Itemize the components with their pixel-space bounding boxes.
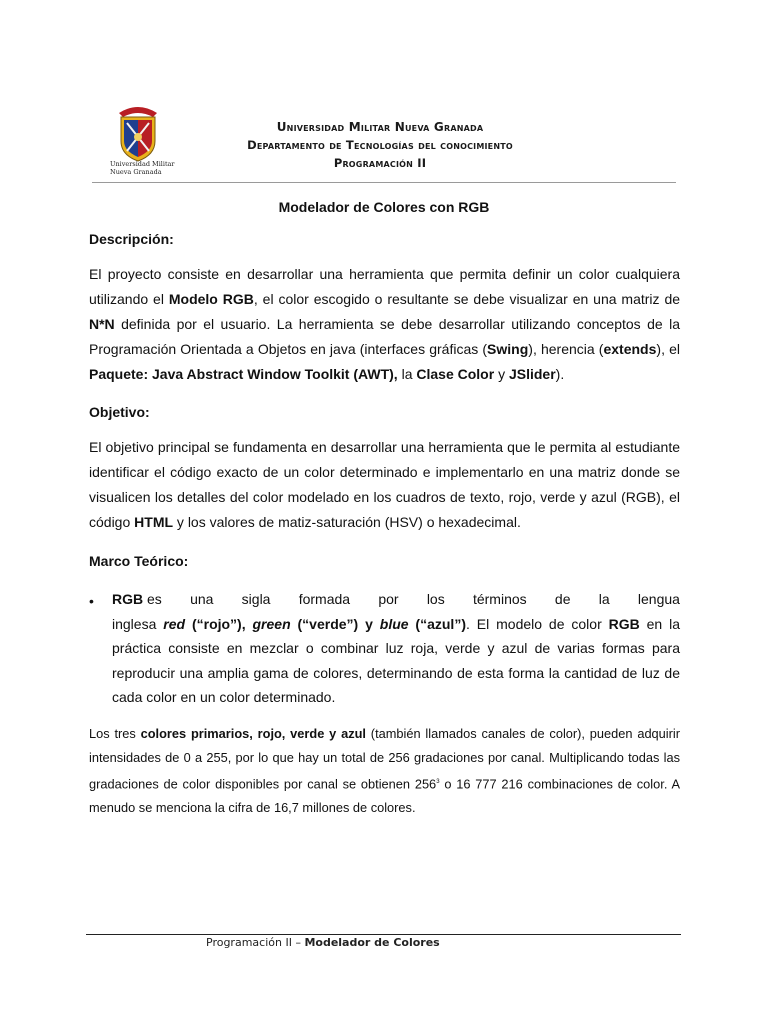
heading-marco-teorico: Marco Teórico:	[89, 553, 189, 569]
heading-descripcion: Descripción:	[89, 231, 174, 247]
header-university: Universidad Militar Nueva Granada	[276, 120, 484, 134]
heading-objetivo: Objetivo:	[89, 404, 150, 420]
logo-caption-line-1: Universidad Militar	[110, 160, 175, 168]
header-department: Departamento de Tecnologías del conocimiento	[247, 138, 513, 152]
paragraph-descripcion: El proyecto consiste en desarrollar una herramienta que permita definir un color cualquiera utilizando el Modelo RGB, el color escogido o resultante se debe visualizar en una matriz de N*N definida por el usuario. La herramienta se debe desarrollar utilizando conceptos de la Programación Orientada a Objetos en java (interfaces gráficas (Swing), herencia (extends), el Paquete: Java Abstract Window Toolkit (AWT), la Clase Color y JSlider).	[89, 266, 681, 382]
bullet-marker: •	[89, 593, 94, 609]
bullet-first-line: RGB es una sigla formada por los términos de la lengua	[112, 591, 680, 607]
page-footer: Programación II – Modelador de Colores	[206, 936, 440, 949]
header-course: Programación II	[333, 156, 427, 170]
paragraph-colores-primarios: Los tres colores primarios, rojo, verde y azul (también llamados canales de color), pueden adquirir intensidades de 0 a 255, por lo que hay un total de 256 gradaciones por canal. Multiplicando todas las gradaciones de color disponibles por canal se obtienen $256^3$ o 16 777 216 combinaciones de color. A menudo se menciona la cifra de 16,7 millones de colores.	[89, 726, 680, 816]
header-divider	[92, 182, 676, 183]
bullet-rgb-definition: RGB es una sigla formada por los términos de la lengua inglesa red (“rojo”), green (“verde”) y blue (“azul”). El modelo de color RGB en la práctica consiste en mezclar o combinar luz roja, verde y azul de varias formas para reproducir una amplia gama de colores, determinando de esta forma la cantidad de luz de cada color en un color determinado.	[112, 587, 680, 710]
logo-caption	[110, 160, 175, 176]
paragraph-objetivo: El objetivo principal se fundamenta en desarrollar una herramienta que le permita al estudiante identificar el código exacto de un color determinado e implementarlo en una matriz donde se visualicen los detalles del color modelado en los cuadros de texto, rojo, verde y azul (RGB), el código HTML y los valores de matiz-saturación (HSV) o hexadecimal.	[89, 439, 680, 530]
document-title: Modelador de Colores con RGB	[278, 199, 490, 215]
document-header	[200, 118, 560, 172]
logo-caption-line-2: Nueva Granada	[110, 168, 162, 176]
footer-divider	[86, 934, 681, 935]
